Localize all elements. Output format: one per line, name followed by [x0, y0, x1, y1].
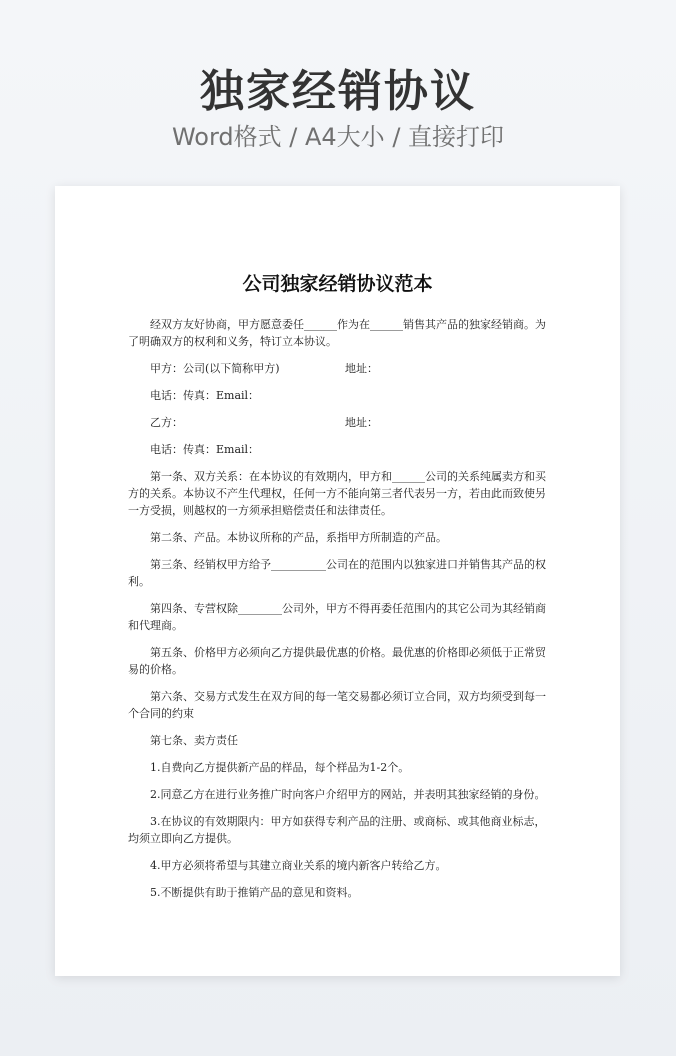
- party-b-row: [150, 414, 554, 431]
- party-b-address: 地址：: [345, 416, 378, 429]
- party-a-row: [150, 360, 554, 377]
- party-a-contact: 电话：传真：Email：: [150, 389, 260, 402]
- clause-5: 第五条、价格甲方必须向乙方提供最优惠的价格。最优惠的价格即必须低于正常贸易的价格。: [128, 646, 546, 676]
- party-a-name: 甲方：公司(以下简称甲方): [150, 362, 280, 375]
- party-b-name: 乙方：: [150, 416, 183, 429]
- document-title: 公司独家经销协议范本: [242, 273, 433, 295]
- seller-item-4: 4.甲方必须将希望与其建立商业关系的境内新客户转给乙方。: [150, 859, 447, 872]
- party-a-address: 地址：: [345, 362, 378, 375]
- seller-item-1: 1.自费向乙方提供新产品的样品，每个样品为1-2个。: [150, 761, 410, 774]
- hero-subtitle: Word格式 / A4大小 / 直接打印: [171, 123, 505, 151]
- clause-2: 第二条、产品。本协议所称的产品，系指甲方所制造的产品。: [150, 531, 447, 544]
- hero-title: 独家经销协议: [200, 66, 476, 117]
- intro-paragraph: 经双方友好协商，甲方愿意委任______作为在______销售其产品的独家经销商。为了明确双方的权利和义务，特订立本协议。: [128, 318, 546, 348]
- seller-item-2: 2.同意乙方在进行业务推广时向客户介绍甲方的网站，并表明其独家经销的身份。: [150, 788, 546, 801]
- party-b-contact: 电话：传真：Email：: [150, 443, 260, 456]
- clause-7: 第七条、卖方责任: [150, 734, 238, 747]
- clause-4: 第四条、专营权除________公司外，甲方不得再委任范围内的其它公司为其经销商和代理商。: [128, 602, 546, 632]
- document-page: [55, 186, 620, 976]
- document-body: [128, 316, 554, 911]
- seller-item-5: 5.不断提供有助于推销产品的意见和资料。: [150, 886, 359, 899]
- clause-3: 第三条、经销权甲方给予__________公司在的范围内以独家进口并销售其产品的权利。: [128, 558, 546, 588]
- clause-6: 第六条、交易方式发生在双方间的每一笔交易都必须订立合同，双方均须受到每一个合同的约束: [128, 690, 546, 720]
- seller-item-3: 3.在协议的有效期限内：甲方如获得专利产品的注册、或商标、或其他商业标志，均须立即向乙方提供。: [128, 815, 546, 845]
- clause-1: 第一条、双方关系：在本协议的有效期内，甲方和______公司的关系纯属卖方和买方的关系。本协议不产生代理权，任何一方不能向第三者代表另一方，若由此而致使另一方受损，则越权的一方须承担赔偿责任和法律责任。: [128, 470, 546, 517]
